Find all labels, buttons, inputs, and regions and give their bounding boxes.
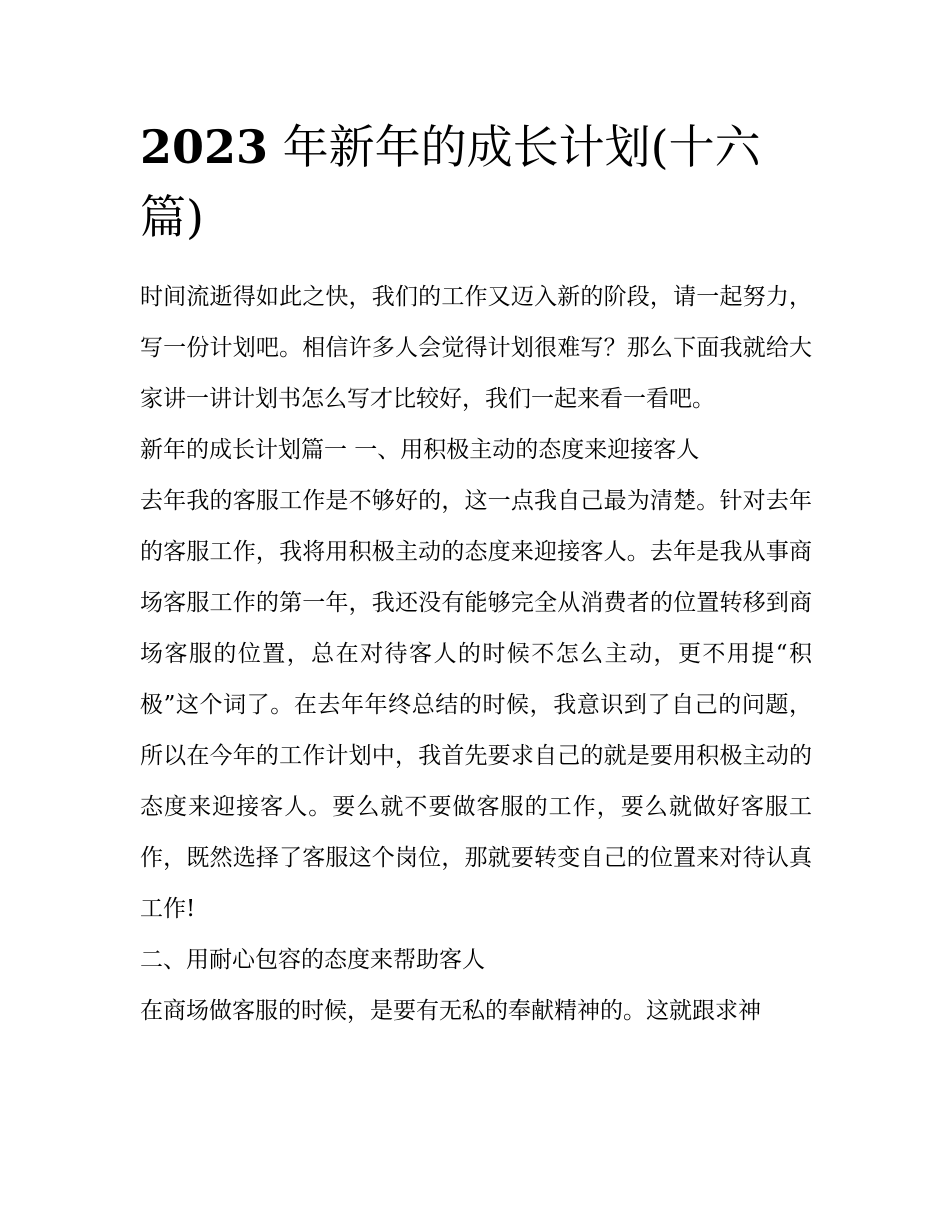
document-content (140, 112, 812, 1037)
title-text: 年新年的成长计划(十六篇) (140, 120, 761, 244)
section-two-paragraph: 在商场做客服的时候，是要有无私的奉献精神的。这就跟求神 (140, 998, 761, 1024)
section-one-paragraph: 去年我的客服工作是不够好的，这一点我自己最为清楚。针对去年的客服工作，我将用积极主动的态度来迎接客人。去年是我从事商场客服工作的第一年，我还没有能够完全从消费者的位置转移到商场客服的位置，总在对待客人的时候不怎么主动，更不用提“积极”这个词了。在去年年终总结的时候，我意识到了自己的问题，所以在今年的工作计划中，我首先要求自己的就是要用积极主动的态度来迎接客人。要么就不要做客服的工作，要么就做好客服工作，既然选择了客服这个岗位，那就要转变自己的位置来对待认真工作! (140, 488, 812, 922)
document-title (140, 112, 812, 252)
intro-paragraph: 时间流逝得如此之快，我们的工作又迈入新的阶段，请一起努力，写一份计划吧。相信许多人会觉得计划很难写？那么下面我就给大家讲一讲计划书怎么写才比较好，我们一起来看一看吧。 (140, 284, 812, 412)
document-body (140, 272, 812, 1037)
section-one-heading: 新年的成长计划篇一 一、用积极主动的态度来迎接客人 (140, 437, 700, 463)
title-year: 2023 (140, 120, 269, 174)
section-two-heading: 二、用耐心包容的态度来帮助客人 (140, 947, 485, 973)
